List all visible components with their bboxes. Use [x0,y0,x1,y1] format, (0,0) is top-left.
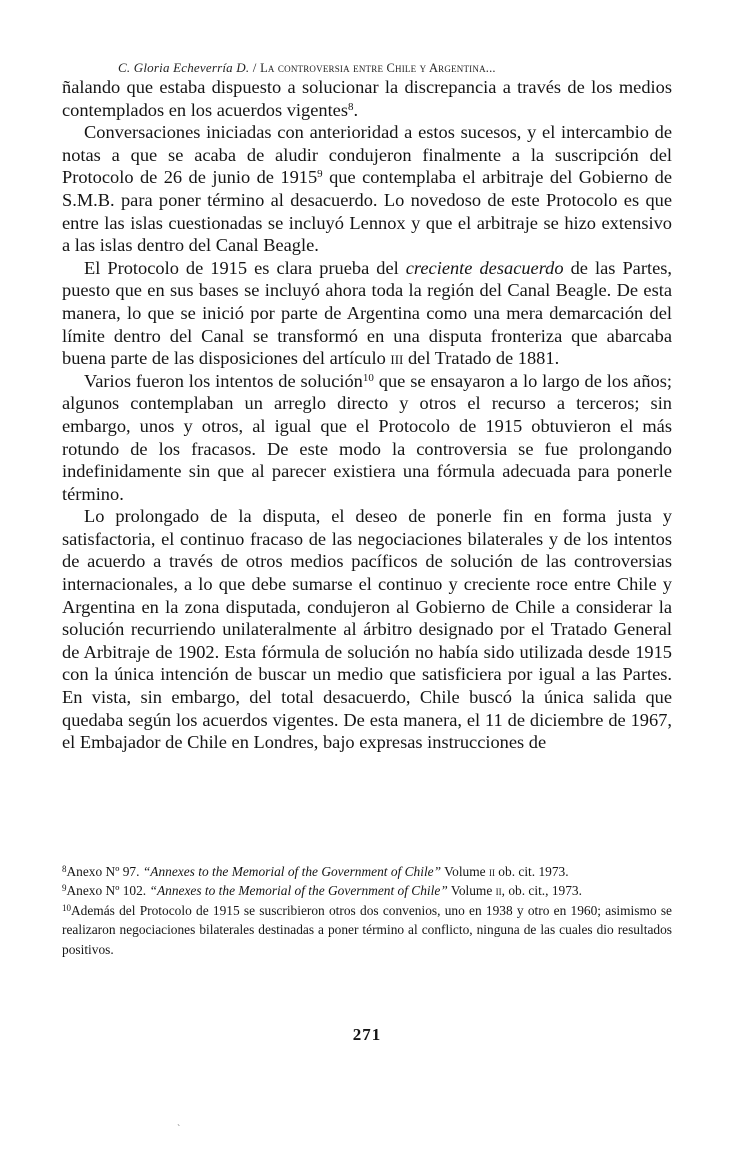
text-run: , ob. cit., 1973. [501,883,582,899]
roman-numeral: iii [390,348,404,369]
text-run: del Tratado de 1881. [403,348,560,369]
text-run: El Protocolo de 1915 es clara prueba del [84,257,406,278]
footnote-mark: 8 [62,864,67,874]
text-run: Volume [441,864,489,879]
emphasis-text: “Annexes to the Memorial of the Government of Chile” [149,883,448,899]
body-text [62,76,672,754]
running-head [118,60,678,76]
footnote-ref: 9 [317,168,323,181]
text-run: que se ensayaron a lo largo de los años; algunos contemplaban un arreglo directo y otros el recurso a terceros; sin embargo, unos y otros, al igual que el Protocolo de 1915 obtuvieron el más rotundo de los fracasos. De este modo la controversia se fue prolongando indefinidamente sin que al parecer existiera una fórmula adecuada para ponerle término. [62,370,672,504]
emphasis-text: “Annexes to the Memorial of the Government of Chile” [142,864,442,879]
text-run: Varios fueron los intentos de solución [84,370,363,391]
paragraph [62,505,672,754]
text-run: ob. cit. 1973. [494,864,569,879]
paragraph [62,76,672,121]
footnote [62,881,672,900]
text-run: Anexo Nº 97. [66,864,143,879]
text-run: ñalando que estaba dispuesto a solucionar la discrepancia a través de los medios contemplados en los acuerdos vigentes [62,77,672,120]
text-run: Volume [447,883,496,899]
roman-numeral: ii [495,883,502,899]
running-head-author: C. Gloria Echeverría D. [118,60,250,75]
roman-numeral: ii [488,864,495,879]
footnote-mark: 9 [62,883,67,894]
footnote-ref: 8 [348,100,354,113]
paragraph [62,370,672,506]
stray-mark: ` [177,1124,181,1135]
page-number: 271 [352,1025,382,1044]
footnote-ref: 10 [362,371,374,384]
text-run: Anexo Nº 102. [66,883,150,899]
footnotes [62,862,672,959]
running-head-title: La controversia entre Chile y Argentina... [260,61,496,75]
text-run: . [353,99,359,120]
emphasis-text: creciente desacuerdo [405,257,564,278]
text-run: Conversaciones iniciadas con anterioridad a estos sucesos, y el intercambio de notas a que se acaba de aludir condujeron finalmente a la suscripción del Protocolo de 26 de junio de 1915 [62,122,672,188]
footnote [62,862,672,881]
running-head-separator: / [252,60,257,75]
paragraph [62,257,672,370]
text-run: Lo prolongado de la disputa, el deseo de ponerle fin en forma justa y satisfactoria, el continuo fracaso de las negociaciones bilaterales y de los intentos de acuerdo a través de otros medios pacíficos de solución de las controversias internacionales, a lo que debe sumarse el continuo y creciente roce entre Chile y Argentina en la zona disputada, condujeron al Gobierno de Chile a considerar la solución recurriendo unilateralmente al árbitro designado por el Tratado General de Arbitraje de 1902. Esta fórmula de solución no había sido utilizada desde 1915 con la única intención de buscar un medio que satisficiera por igual a las Partes. En vista, sin embargo, del total desacuerdo, Chile buscó la única salida que quedaba según los acuerdos vigentes. De esta manera, el 11 de diciembre de 1967, el Embajador de Chile en Londres, bajo expresas instrucciones de [62,506,672,753]
text-run: que contemplaba el arbitraje del Gobierno de S.M.B. para poner término al desacuerdo. Lo novedoso de este Protocolo es que entre las islas cuestionadas se incluyó Lennox y que el arbitraje se hizo extensivo a las islas dentro del Canal Beagle. [62,167,672,256]
footnote-mark: 10 [62,902,71,913]
paragraph [62,121,672,257]
text-run: Además del Protocolo de 1915 se suscribieron otros dos convenios, uno en 1938 y otro en 1960; asimismo se realizaron negociaciones bilaterales destinadas a poner término al conflicto, ninguna de las cuales dio resultados positivos. [62,902,672,957]
footnote [62,901,672,959]
text-run: de las Partes, puesto que en sus bases se incluyó ahora toda la región del Canal Beagle. De esta manera, lo que se inició por parte de Argentina como una mera demarcación del límite dentro del Canal se transformó en una disputa fronteriza que abarcaba buena parte de las disposiciones del artículo [62,257,672,369]
